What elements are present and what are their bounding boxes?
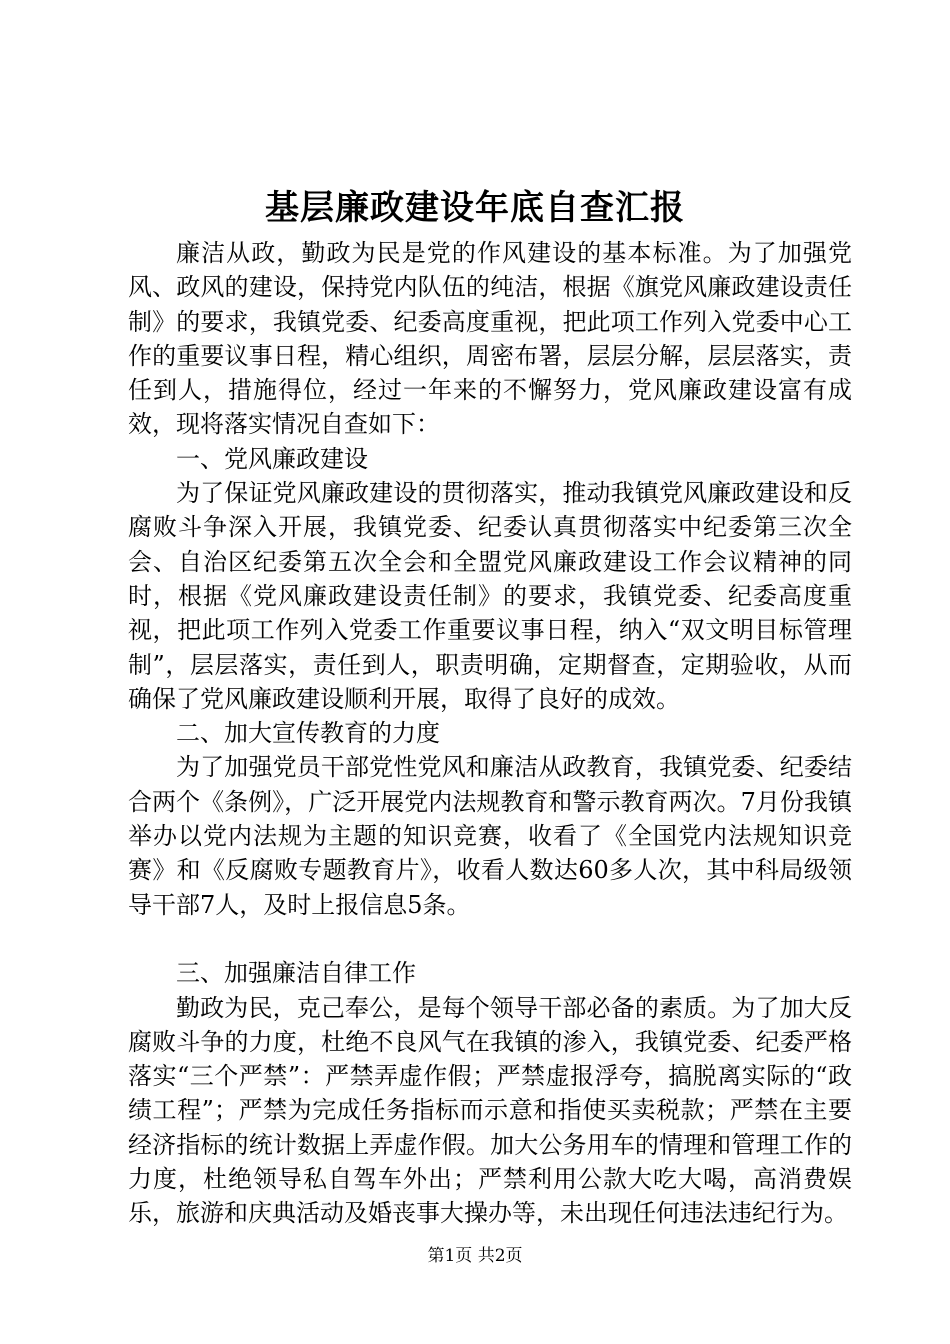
section-heading-3: 三、加强廉洁自律工作 bbox=[176, 959, 416, 988]
document-title: 基层廉政建设年底自查汇报 bbox=[265, 188, 685, 228]
intro-paragraph: 廉洁从政，勤政为民是党的作风建设的基本标准。为了加强党风、政风的建设，保持党内队伍的纯洁，根据《旗党风廉政建设责任制》的要求，我镇党委、纪委高度重视，把此项工作列入党委中心工作的重要议事日程，精心组织，周密布署，层层分解，层层落实，责任到人，措施得位，经过一年来的不懈努力，党风廉政建设富有成效，现将落实情况自查如下： bbox=[128, 239, 852, 439]
section-paragraph-1: 为了保证党风廉政建设的贯彻落实，推动我镇党风廉政建设和反腐败斗争深入开展，我镇党委、纪委认真贯彻落实中纪委第三次全会、自治区纪委第五次全会和全盟党风廉政建设工作会议精神的同时，根据《党风廉政建设责任制》的要求，我镇党委、纪委高度重视，把此项工作列入党委工作重要议事日程，纳入“双文明目标管理制”，层层落实，责任到人，职责明确，定期督查，定期验收，从而确保了党风廉政建设顺利开展，取得了良好的成效。 bbox=[128, 479, 852, 713]
page-footer: 第1页 共2页 bbox=[427, 1246, 523, 1266]
blank-line bbox=[128, 922, 852, 956]
section-heading-1: 一、党风廉政建设 bbox=[176, 444, 368, 473]
section-heading-2: 二、加大宣传教育的力度 bbox=[176, 719, 440, 748]
section-paragraph-2: 为了加强党员干部党性党风和廉洁从政教育，我镇党委、纪委结合两个《条例》，广泛开展党内法规教育和警示教育两次。7月份我镇举办以党内法规为主题的知识竞赛，收看了《全国党内法规知识竞赛》和《反腐败专题教育片》，收看人数达60多人次，其中科局级领导干部7人，及时上报信息5条。 bbox=[128, 753, 852, 919]
section-paragraph-3: 勤政为民，克己奉公，是每个领导干部必备的素质。为了加大反腐败斗争的力度，杜绝不良风气在我镇的渗入，我镇党委、纪委严格落实“三个严禁”：严禁弄虚作假；严禁虚报浮夸，搞脱离实际的“政绩工程”；严禁为完成任务指标而示意和指使买卖税款；严禁在主要经济指标的统计数据上弄虚作假。加大公务用车的情理和管理工作的力度，杜绝领导私自驾车外出；严禁利用公款大吃大喝，高消费娱乐，旅游和庆典活动及婚丧事大操办等，未出现任何违法违纪行为。 bbox=[128, 993, 852, 1228]
document-body bbox=[128, 236, 852, 1231]
